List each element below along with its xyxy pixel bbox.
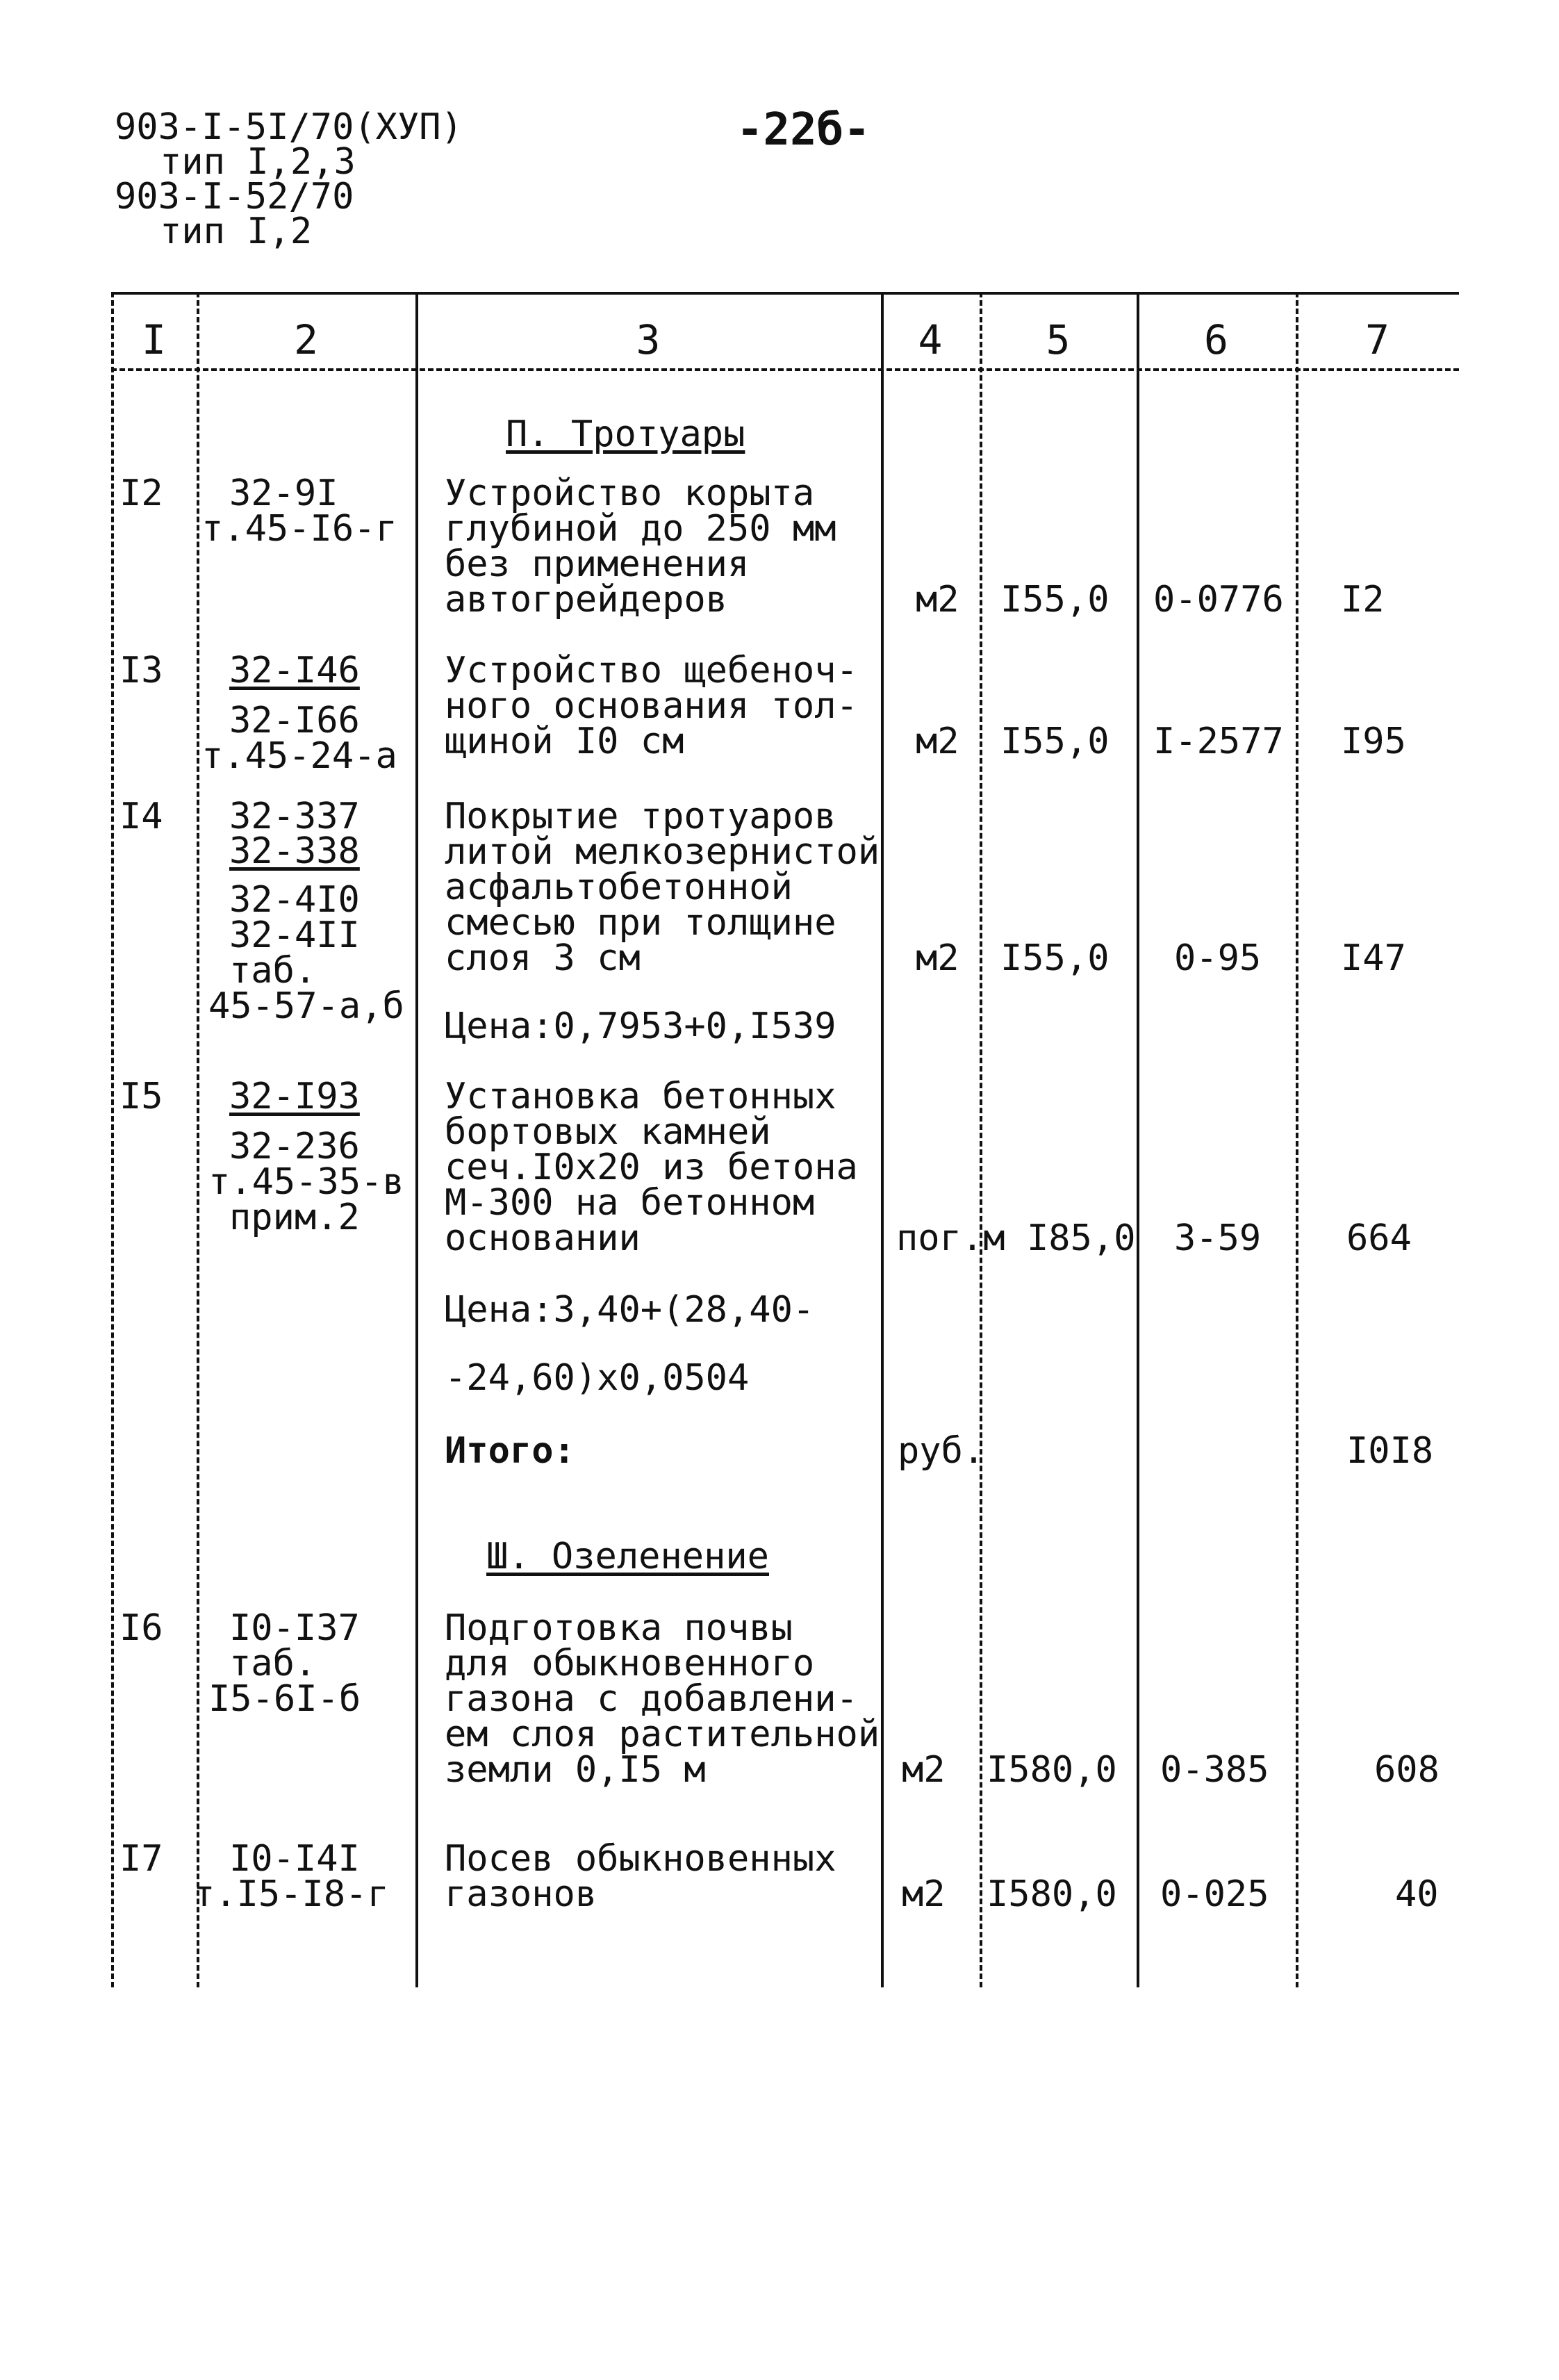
row-unit: м2 bbox=[916, 579, 959, 621]
row-no: I7 bbox=[119, 1838, 163, 1880]
row-desc: смесью при толщине bbox=[445, 902, 836, 944]
row-desc: слоя 3 см bbox=[445, 937, 641, 979]
row-code: таб. bbox=[229, 1643, 317, 1684]
row-no: I2 bbox=[119, 473, 163, 514]
row-code: 32-I93 bbox=[229, 1076, 360, 1117]
col-header-7: 7 bbox=[1365, 316, 1389, 363]
row-code: 32-236 bbox=[229, 1126, 360, 1167]
row-desc: ного основания тол- bbox=[445, 685, 858, 727]
col-header-2: 2 bbox=[294, 316, 318, 363]
row-code: I5-6I-б bbox=[208, 1678, 361, 1720]
row-unit: пог.м bbox=[896, 1217, 1005, 1259]
subtotal-unit: руб. bbox=[898, 1430, 985, 1472]
subtotal-total: I0I8 bbox=[1346, 1430, 1434, 1472]
row-code: 32-4II bbox=[229, 914, 360, 956]
row-price: 0-025 bbox=[1160, 1873, 1269, 1915]
col-divider-3 bbox=[881, 292, 884, 1987]
row-code: 45-57-а,б bbox=[208, 985, 404, 1027]
row-desc: без применения bbox=[445, 543, 750, 585]
row-no: I5 bbox=[119, 1076, 163, 1117]
doc-code-1: 903-I-5I/70(XУП) bbox=[115, 106, 463, 148]
row-price: I-2577 bbox=[1153, 721, 1284, 762]
row-price: 0-385 bbox=[1160, 1749, 1269, 1791]
row-no: I3 bbox=[119, 650, 163, 691]
row-desc: литой мелкозернистой bbox=[445, 831, 880, 873]
row-desc: автогрейдеров bbox=[445, 579, 727, 621]
row-desc: газона с добавлени- bbox=[445, 1678, 858, 1720]
col-divider-6 bbox=[1296, 292, 1298, 1987]
row-code: 32-I66 bbox=[229, 700, 360, 741]
col-header-3: 3 bbox=[636, 316, 661, 363]
section-title-landscaping: Ш. Озеленение bbox=[486, 1536, 769, 1577]
row-price: 0-0776 bbox=[1153, 579, 1284, 621]
row-unit: м2 bbox=[902, 1873, 946, 1915]
doc-type-2: тип I,2 bbox=[160, 211, 313, 252]
row-code: 32-338 bbox=[229, 830, 360, 872]
row-price-note: -24,60)х0,0504 bbox=[445, 1357, 750, 1399]
row-code: т.45-24-а bbox=[201, 735, 397, 777]
col-divider-2 bbox=[415, 292, 418, 1987]
row-desc: Покрытие тротуаров bbox=[445, 796, 836, 837]
row-code: I0-I37 bbox=[229, 1607, 360, 1649]
row-desc: бортовых камней bbox=[445, 1111, 771, 1153]
row-desc: щиной I0 см bbox=[445, 721, 684, 762]
row-qty: I580,0 bbox=[987, 1873, 1117, 1915]
row-price-note: Цена:3,40+(28,40- bbox=[445, 1289, 815, 1331]
row-price: 3-59 bbox=[1174, 1217, 1262, 1259]
row-desc: Устройство щебеноч- bbox=[445, 650, 858, 691]
subtotal-label: Итого: bbox=[445, 1430, 575, 1472]
row-desc: основании bbox=[445, 1217, 641, 1259]
row-code: т.45-35-в bbox=[208, 1161, 404, 1203]
row-total: I95 bbox=[1341, 721, 1406, 762]
row-desc: земли 0,I5 м bbox=[445, 1749, 706, 1791]
row-qty: I55,0 bbox=[1000, 937, 1110, 979]
row-desc: ем слоя растительной bbox=[445, 1714, 880, 1755]
row-unit: м2 bbox=[916, 721, 959, 762]
row-desc: Подготовка почвы bbox=[445, 1607, 793, 1649]
row-total: 40 bbox=[1395, 1873, 1439, 1915]
row-price-note: Цена:0,7953+0,I539 bbox=[445, 1006, 836, 1047]
row-code: 32-4I0 bbox=[229, 879, 360, 921]
page-number: -22б- bbox=[736, 104, 871, 156]
row-code: таб. bbox=[229, 950, 317, 992]
col-divider-4 bbox=[980, 292, 982, 1987]
row-desc: Посев обыкновенных bbox=[445, 1838, 836, 1880]
col-divider-left bbox=[111, 292, 114, 1987]
row-qty: I55,0 bbox=[1000, 721, 1110, 762]
col-header-4: 4 bbox=[918, 316, 943, 363]
row-no: I4 bbox=[119, 796, 163, 837]
row-qty: I85,0 bbox=[1027, 1217, 1136, 1259]
col-header-1: I bbox=[142, 316, 166, 363]
row-total: I47 bbox=[1341, 937, 1406, 979]
row-qty: I55,0 bbox=[1000, 579, 1110, 621]
table-header-rule bbox=[111, 368, 1459, 371]
row-code: т.45-I6-г bbox=[201, 508, 397, 550]
row-desc: газонов bbox=[445, 1873, 597, 1915]
row-desc: асфальтобетонной bbox=[445, 867, 793, 908]
col-divider-1 bbox=[197, 292, 199, 1987]
row-no: I6 bbox=[119, 1607, 163, 1649]
row-desc: сеч.I0х20 из бетона bbox=[445, 1147, 858, 1188]
section-title-sidewalks: П. Тротуары bbox=[506, 413, 745, 455]
row-price: 0-95 bbox=[1174, 937, 1262, 979]
row-unit: м2 bbox=[902, 1749, 946, 1791]
row-code: 32-9I bbox=[229, 473, 338, 514]
row-qty: I580,0 bbox=[987, 1749, 1117, 1791]
row-desc: Установка бетонных bbox=[445, 1076, 836, 1117]
row-desc: Устройство корыта bbox=[445, 473, 815, 514]
row-total: I2 bbox=[1341, 579, 1385, 621]
doc-code-2: 903-I-52/70 bbox=[115, 176, 354, 218]
row-desc: для обыкновенного bbox=[445, 1643, 815, 1684]
row-total: 664 bbox=[1346, 1217, 1412, 1259]
row-code: т.I5-I8-г bbox=[193, 1873, 389, 1915]
row-desc: глубиной до 250 мм bbox=[445, 508, 836, 550]
col-divider-5 bbox=[1137, 292, 1139, 1987]
doc-type-1: тип I,2,3 bbox=[160, 141, 356, 183]
col-header-5: 5 bbox=[1046, 316, 1071, 363]
col-header-6: 6 bbox=[1204, 316, 1228, 363]
row-code: I0-I4I bbox=[229, 1838, 360, 1880]
row-total: 608 bbox=[1374, 1749, 1440, 1791]
row-unit: м2 bbox=[916, 937, 959, 979]
row-code: 32-337 bbox=[229, 796, 360, 837]
row-code: 32-I46 bbox=[229, 650, 360, 691]
row-code: прим.2 bbox=[229, 1197, 360, 1238]
row-desc: М-300 на бетонном bbox=[445, 1182, 815, 1224]
table-top-rule bbox=[111, 292, 1459, 295]
